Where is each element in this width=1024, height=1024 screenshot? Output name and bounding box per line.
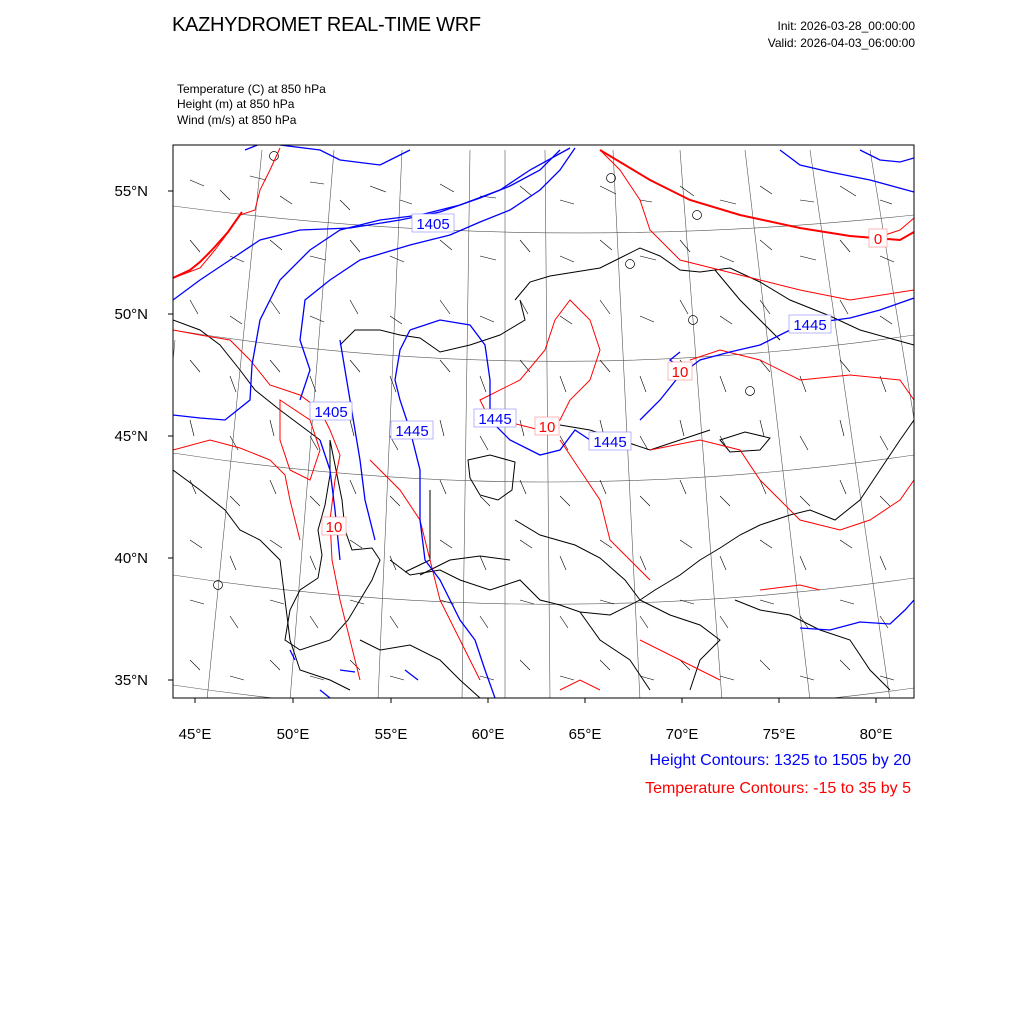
- height-contours-legend: Height Contours: 1325 to 1505 by 20: [649, 752, 911, 769]
- lat-label: 55°N: [114, 183, 148, 200]
- lon-label: 80°E: [859, 726, 893, 743]
- height-label: 1405: [416, 216, 450, 233]
- lon-label: 45°E: [178, 726, 212, 743]
- lat-label: 50°N: [114, 306, 148, 323]
- lon-label: 50°E: [276, 726, 310, 743]
- lon-label: 75°E: [762, 726, 796, 743]
- field-temperature: Temperature (C) at 850 hPa: [177, 82, 326, 96]
- height-label: 1445: [593, 434, 627, 451]
- temperature-label: 10: [325, 519, 343, 536]
- height-label: 1445: [793, 317, 827, 334]
- longitude-labels: [179, 726, 893, 743]
- lat-label: 45°N: [114, 428, 148, 445]
- init-time: Init: 2026-03-28_00:00:00: [777, 19, 915, 33]
- temperature-contours-legend: Temperature Contours: -15 to 35 by 5: [645, 780, 911, 797]
- lat-label: 40°N: [114, 550, 148, 567]
- height-label: 1405: [314, 404, 348, 421]
- axis-ticks: [168, 191, 876, 703]
- valid-time: Valid: 2026-04-03_06:00:00: [767, 36, 915, 50]
- lon-label: 60°E: [471, 726, 505, 743]
- lon-label: 65°E: [568, 726, 602, 743]
- field-wind: Wind (m/s) at 850 hPa: [177, 113, 297, 127]
- height-label: 1445: [395, 423, 429, 440]
- temperature-label: 10: [538, 419, 556, 436]
- latitude-labels: [114, 183, 148, 689]
- field-height: Height (m) at 850 hPa: [177, 97, 295, 111]
- lat-label: 35°N: [114, 672, 148, 689]
- temperature-label: 10: [671, 364, 689, 381]
- map-title: KAZHYDROMET REAL-TIME WRF: [172, 14, 481, 36]
- height-label: 1445: [478, 411, 512, 428]
- lon-label: 70°E: [665, 726, 699, 743]
- temperature-label: 0: [873, 231, 883, 248]
- lon-label: 55°E: [374, 726, 408, 743]
